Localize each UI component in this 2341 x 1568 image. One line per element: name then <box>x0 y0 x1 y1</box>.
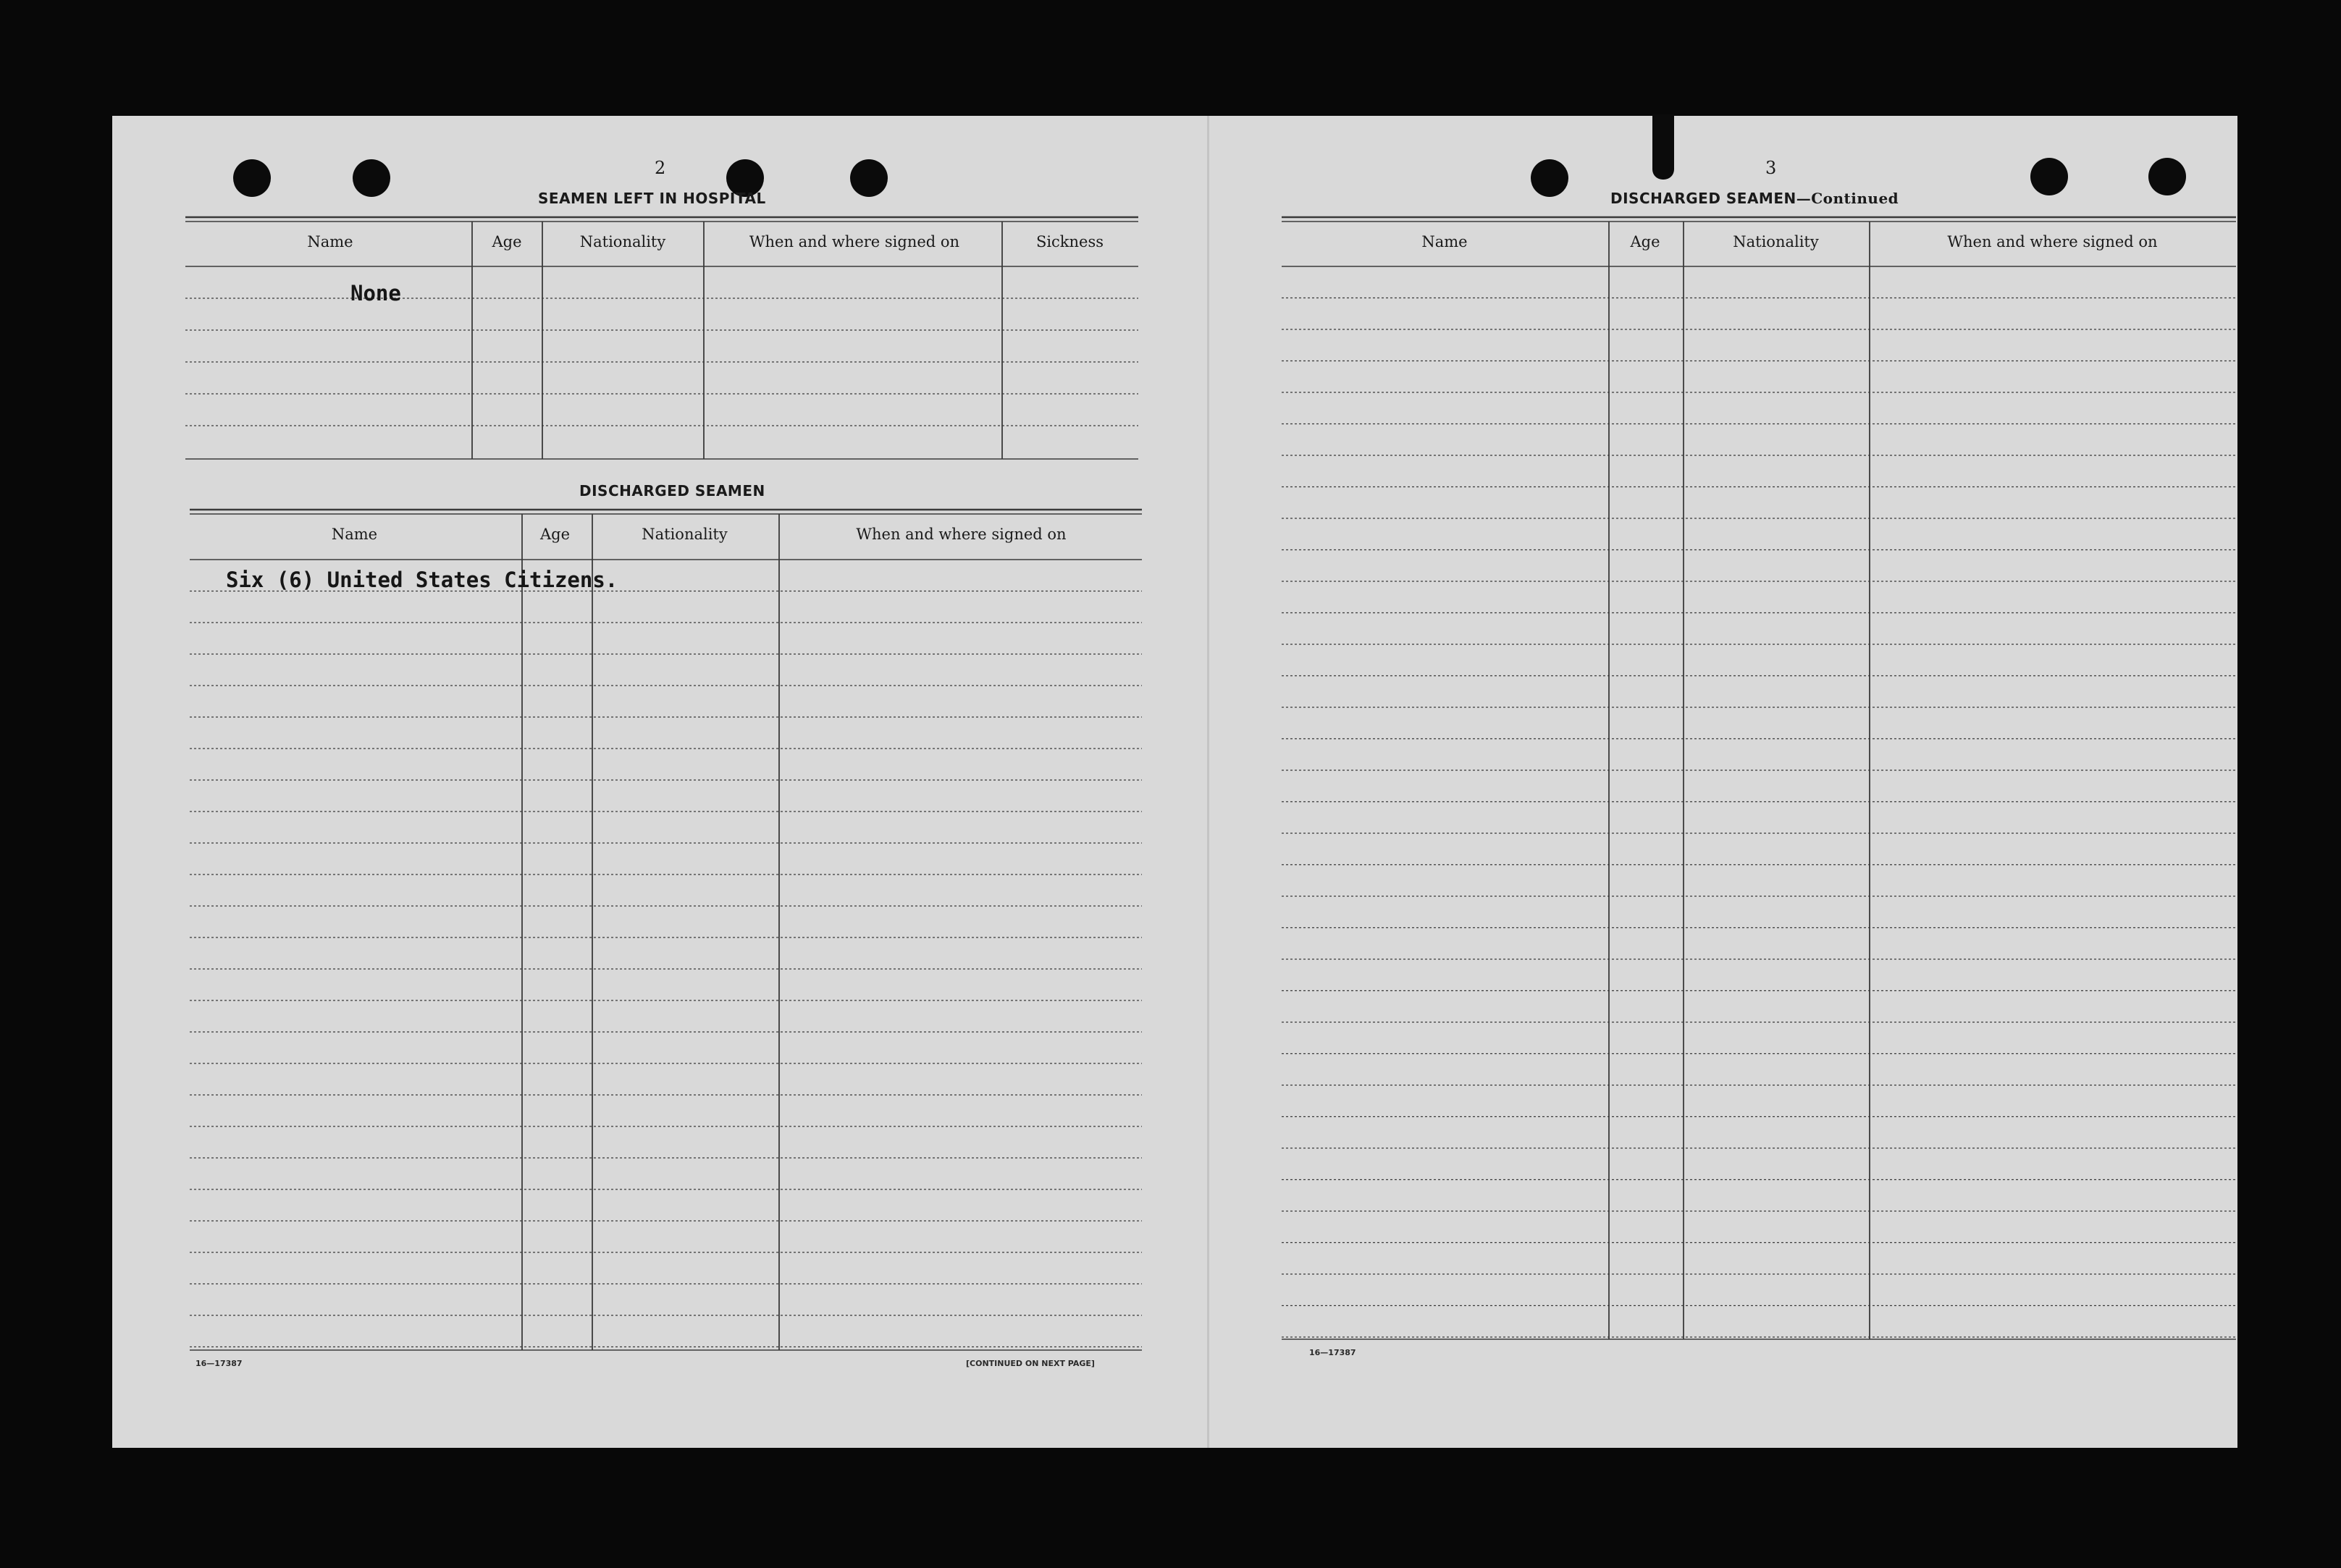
hospital-col-name: Name <box>307 233 353 250</box>
continued-note: [CONTINUED ON NEXT PAGE] <box>966 1359 1095 1368</box>
page-number-right: 3 <box>1765 158 1777 178</box>
continued-col-age: Age <box>1630 233 1660 250</box>
form-number-right: 16—17387 <box>1309 1348 1356 1357</box>
form-number-left: 16—17387 <box>196 1359 243 1368</box>
hospital-col-sickness: Sickness <box>1035 233 1104 250</box>
discharged-entry: Six (6) United States Citizens. <box>226 568 618 592</box>
continued-section-title <box>1610 190 1899 207</box>
hospital-col-age: Age <box>492 233 522 250</box>
continued-title-main: DISCHARGED SEAMEN <box>1610 190 1796 207</box>
discharged-col-name: Name <box>331 526 378 543</box>
hospital-entry: None <box>350 281 401 305</box>
discharged-section-title: DISCHARGED SEAMEN <box>579 482 765 500</box>
continued-col-signed-on: When and where signed on <box>1947 233 2158 250</box>
hospital-section-title: SEAMEN LEFT IN HOSPITAL <box>538 190 766 207</box>
hospital-col-nationality: Nationality <box>579 233 666 250</box>
discharged-col-signed-on: When and where signed on <box>856 526 1067 543</box>
continued-col-nationality: Nationality <box>1733 233 1819 250</box>
discharged-col-nationality: Nationality <box>642 526 728 543</box>
continued-title-suffix: —Continued <box>1796 190 1899 207</box>
discharged-col-age: Age <box>539 526 571 543</box>
hospital-col-signed-on: When and where signed on <box>749 233 960 250</box>
continued-col-name: Name <box>1421 233 1468 250</box>
page-number-left: 2 <box>655 158 666 178</box>
